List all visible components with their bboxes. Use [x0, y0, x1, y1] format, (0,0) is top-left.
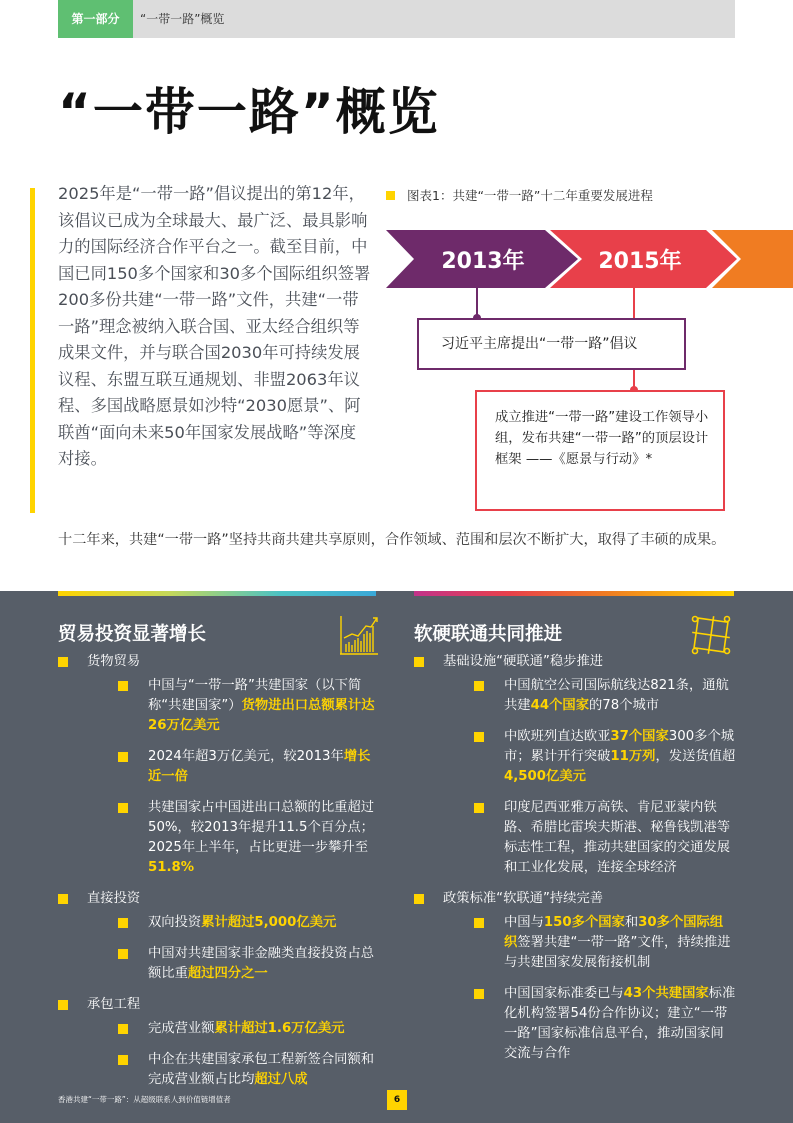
list-item: 中国国家标准委已与43个共建国家标准化机构签署54份合作协议；建立“一带一路”国家标准信息平台，推动国家间交流与合作: [474, 984, 736, 1064]
list-item: 承包工程 完成营业额累计超过1.6万亿美元 中企在共建国家承包工程新签合同额和完成营业额占比均超过八成: [58, 995, 376, 1090]
section-title: “一带一路”概览: [140, 12, 225, 26]
list-item: 政策标准“软联通”持续完善 中国与150多个国家和30多个国际组织签署共建“一带一路”文件，持续推进与共建国家发展衔接机制 中国国家标准委已与43个共建国家标准化机构签署54份合作协议；建立“一带一路”国家标准信息平台，推动国家间交流与合作: [414, 889, 736, 1064]
trade-section-title: 贸易投资显著增长: [58, 624, 207, 645]
list-item: 印度尼西亚雅万高铁、肯尼亚蒙内铁路、希腊比雷埃夫斯港、秘鲁钱凯港等标志性工程，推动共建国家的交通发展和工业化发展，连接全球经济: [474, 798, 736, 878]
page-number: 6: [387, 1090, 407, 1110]
list-item: 完成营业额累计超过1.6万亿美元: [118, 1019, 376, 1039]
left-column-strip: [58, 591, 376, 596]
bar-chart-growth-icon: [338, 614, 380, 656]
list-item: 双向投资累计超过5,000亿美元: [118, 913, 376, 933]
list-item: 中欧班列直达欧亚37个国家300多个城市；累计开行突破11万列，发送货值超4,500亿美元: [474, 727, 736, 787]
connectivity-section-title: 软硬联通共同推进: [414, 624, 563, 645]
list-item: 中国与150多个国家和30多个国际组织签署共建“一带一路”文件，持续推进与共建国家发展衔接机制: [474, 913, 736, 973]
trade-list: [58, 652, 376, 1101]
list-item: 2024年超3万亿美元，较2013年增长近一倍: [118, 747, 376, 787]
list-item: 中国与“一带一路”共建国家（以下简称“共建国家”）货物进出口总额累计达26万亿美元: [118, 676, 376, 736]
summary-paragraph: 十二年来，共建“一带一路”坚持共商共建共享原则，合作领域、范围和层次不断扩大，取得了丰硕的成果。: [58, 532, 726, 548]
intro-paragraph: 2025年是“一带一路”倡议提出的第12年，该倡议已成为全球最大、最广泛、最具影响力的国际经济合作平台之一。截至目前，中国已同150多个国家和30多个国际组织签署200多份共建“一带一路”文件，共建“一带一路”理念被纳入联合国、亚太经合组织等成果文件，并与联合国2030年可持续发展议程、东盟互联互通规划、非盟2063年议程、多国战略愿景如沙特“2030愿景”、阿联酋“面向未来50年国家发展战略”等深度对接。: [58, 184, 371, 468]
year-2015-label: 2015年: [598, 249, 682, 274]
page-title: “一带一路”概览: [58, 83, 440, 141]
event-2015-box: 成立推进“一带一路”建设工作领导小组，发布共建“一带一路”的顶层设计框架 ——《愿景与行动》*: [475, 390, 725, 511]
list-item: 中国航空公司国际航线达821条，通航共建44个国家的78个城市: [474, 676, 736, 716]
section-tag: 第一部分: [58, 0, 133, 38]
list-item: 直接投资 双向投资累计超过5,000亿美元 中国对共建国家非金融类直接投资占总额比重超过四分之一: [58, 889, 376, 984]
list-item: 中企在共建国家承包工程新签合同额和完成营业额占比均超过八成: [118, 1050, 376, 1090]
year-2013-label: 2013年: [441, 249, 525, 274]
footer-text: 香港共建“一带一路”：从超级联系人到价值链增值者: [58, 1095, 231, 1104]
list-item: 中国对共建国家非金融类直接投资占总额比重超过四分之一: [118, 944, 376, 984]
list-item: 货物贸易 中国与“一带一路”共建国家（以下简称“共建国家”）货物进出口总额累计达26万亿美元 2024年超3万亿美元，较2013年增长近一倍 共建国家占中国进出口总额的比重超过50%，较2013年提升11.5个百分点；2025年上半年，占比更进一步攀升至51.8%: [58, 652, 376, 878]
timeline-title: 图表1：共建“一带一路”十二年重要发展进程: [407, 188, 653, 203]
event-2013-box: 习近平主席提出“一带一路”倡议: [417, 318, 686, 370]
list-item: 共建国家占中国进出口总额的比重超过50%，较2013年提升11.5个百分点；2025年上半年，占比更进一步攀升至51.8%: [118, 798, 376, 878]
list-item: 基础设施“硬联通”稳步推进 中国航空公司国际航线达821条，通航共建44个国家的78个城市 中欧班列直达欧亚37个国家300多个城市；累计开行突破11万列，发送货值超4,500亿美元 印度尼西亚雅万高铁、肯尼亚蒙内铁路、希腊比雷埃夫斯港、秘鲁钱凯港等标志性工程，推动共建国家的交通发展和工业化发展，连接全球经济: [414, 652, 736, 878]
connectivity-list: [414, 652, 736, 1075]
right-column-strip: [414, 591, 734, 596]
